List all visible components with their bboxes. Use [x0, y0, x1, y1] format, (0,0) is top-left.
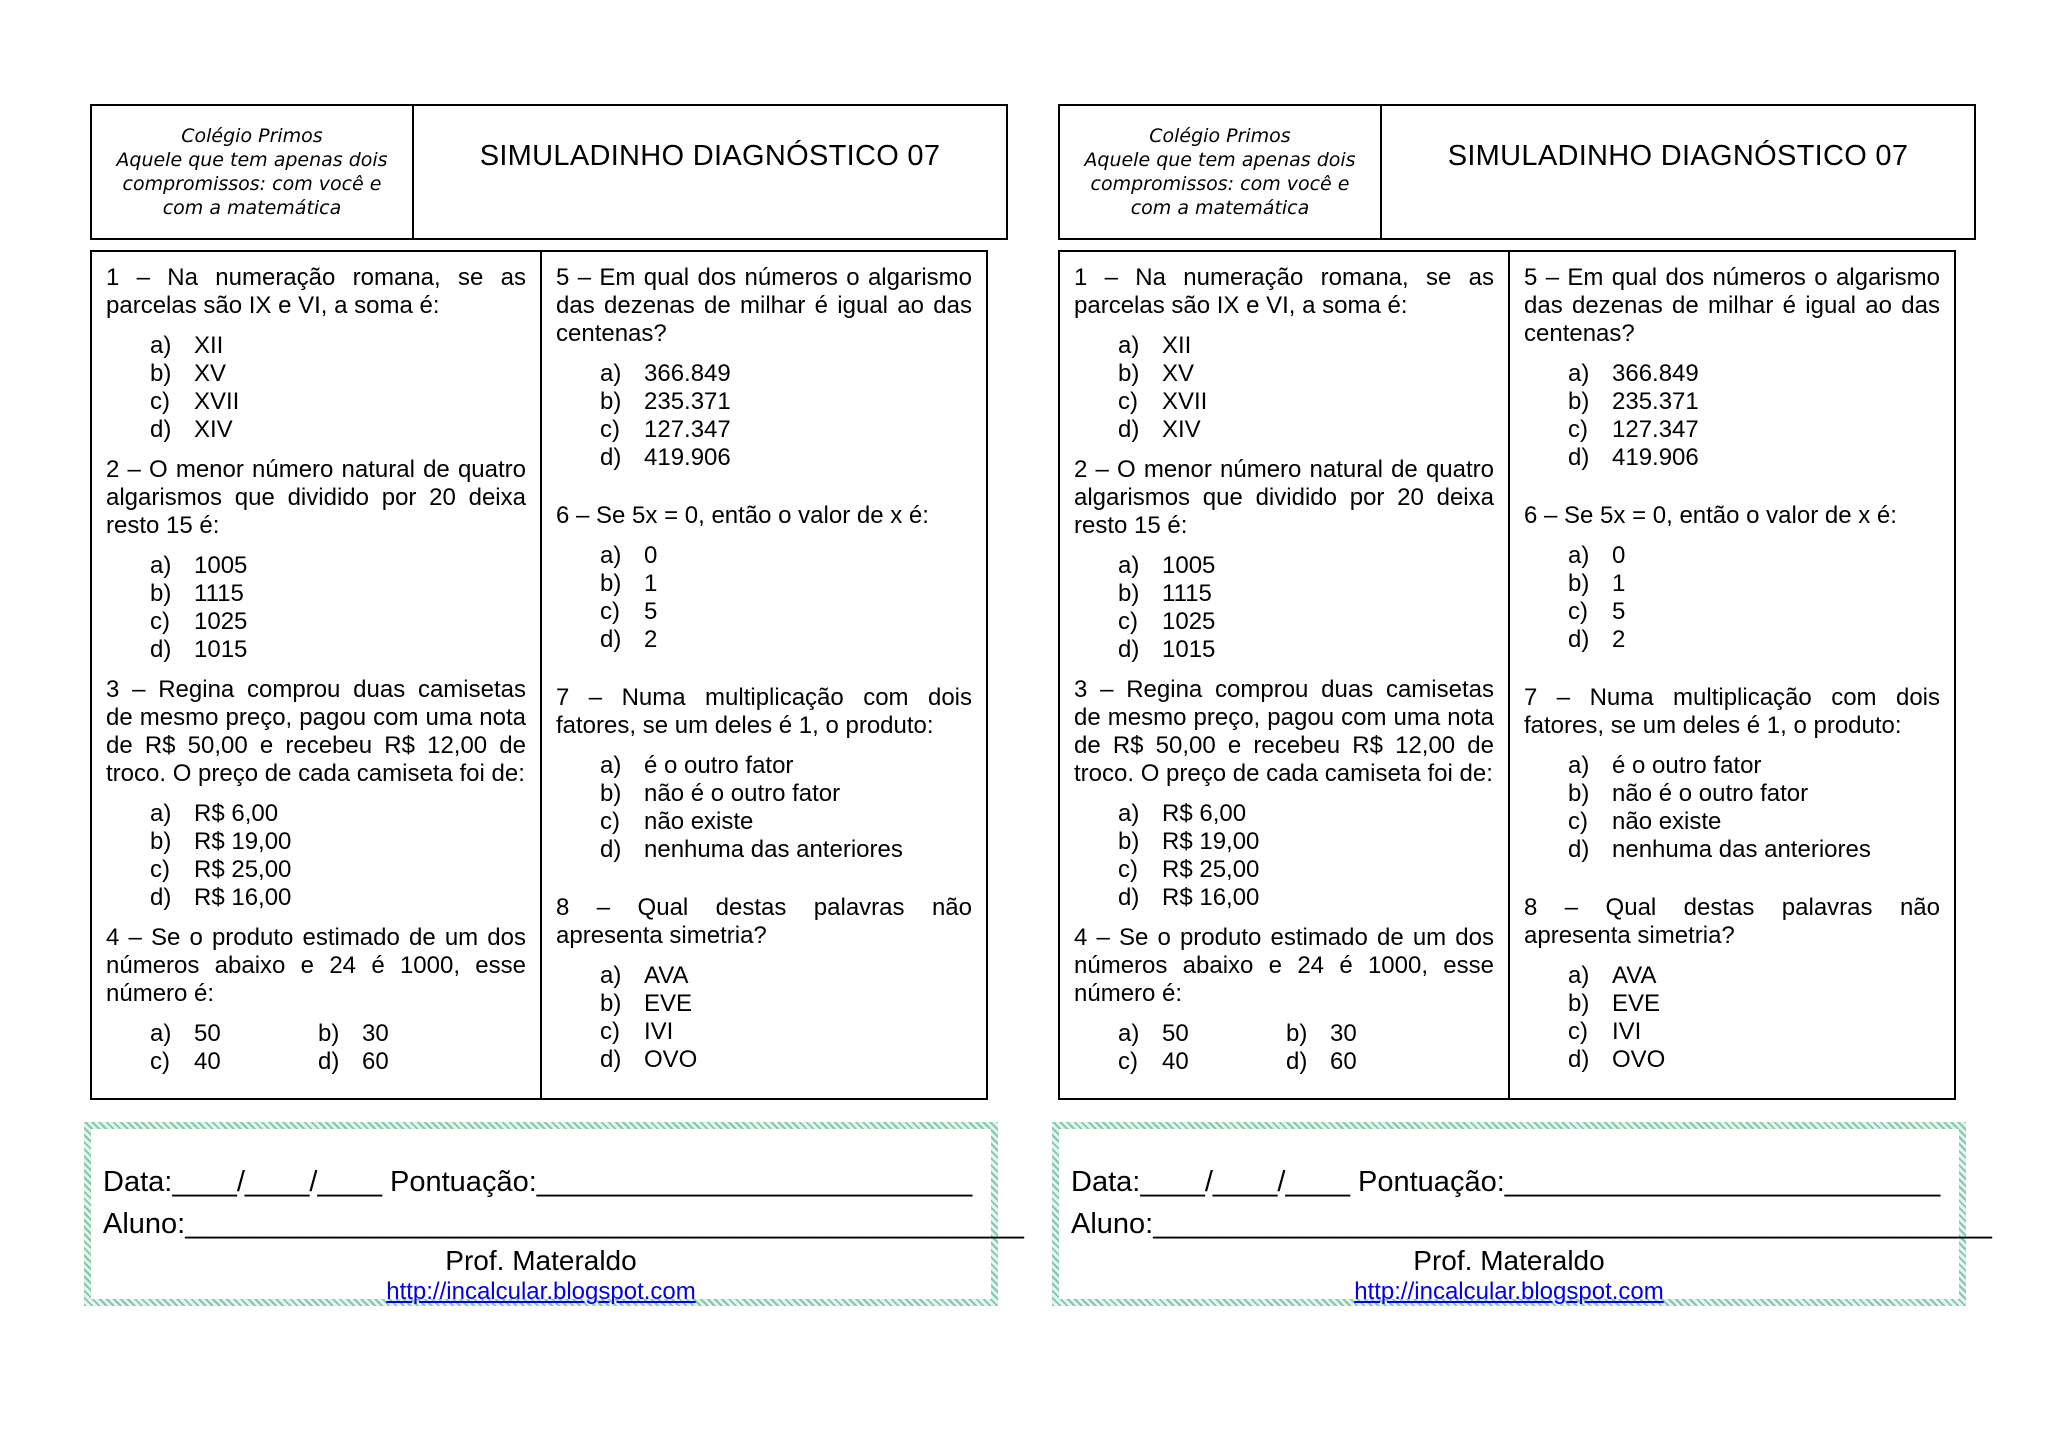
options-list [1524, 752, 1940, 864]
exam-header [1058, 104, 1976, 240]
option: c) 127.347 [600, 416, 731, 443]
question-7 [556, 684, 972, 864]
options-list [556, 542, 972, 654]
questions-column-2 [1510, 252, 1954, 1098]
option: b) 1115 [1118, 580, 1212, 607]
option: c) 5 [600, 598, 658, 625]
option: a) é o outro fator [1568, 752, 1762, 779]
blog-link[interactable]: http://incalcular.blogspot.com [1354, 1278, 1664, 1305]
student-name-line: Aluno:____________________________________________________ [1071, 1208, 1992, 1240]
question-2 [106, 456, 526, 664]
option: d) 1015 [150, 636, 248, 663]
question-6 [556, 502, 972, 654]
option: a) AVA [1568, 962, 1657, 989]
option: d) XIV [1118, 416, 1201, 443]
questions-column-2 [542, 252, 986, 1098]
options-list [106, 552, 526, 664]
option: d) nenhuma das anteriores [600, 836, 903, 863]
exam-sheet-right [1058, 104, 1976, 1100]
option: c) IVI [600, 1018, 674, 1045]
option: d) 60 [318, 1048, 389, 1075]
option: d) 60 [1286, 1048, 1357, 1075]
options-list [106, 1020, 526, 1076]
option: c) 40 [150, 1048, 221, 1075]
exam-sheet-left [90, 104, 1008, 1100]
option: b) XV [150, 360, 227, 387]
school-info [1060, 106, 1382, 238]
question-4 [106, 924, 526, 1076]
school-motto-line: compromissos: com você e [1090, 173, 1350, 195]
option: b) XV [1118, 360, 1195, 387]
options-list [1074, 552, 1494, 664]
option: a) 1005 [150, 552, 248, 579]
options-list [106, 332, 526, 444]
question-text: 4 – Se o produto estimado de um dos números abaixo e 24 é 1000, esse número é: [1074, 924, 1494, 1007]
teacher-name: Prof. Materaldo [445, 1245, 637, 1276]
exam-header [90, 104, 1008, 240]
school-name: Colégio Primos [181, 125, 323, 147]
option: d) 419.906 [600, 444, 731, 471]
option: d) OVO [1568, 1046, 1666, 1073]
question-text: 7 – Numa multiplicação com dois fatores, se um deles é 1, o produto: [556, 684, 972, 739]
options-list [1524, 962, 1940, 1074]
question-3 [1074, 676, 1494, 912]
student-info-box-right [1052, 1122, 1992, 1306]
option: d) 1015 [1118, 636, 1216, 663]
option: b) não é o outro fator [600, 780, 841, 807]
question-text: 3 – Regina comprou duas camisetas de mesmo preço, pagou com uma nota de R$ 50,00 e recebeu R$ 12,00 de troco. O preço de cada camiseta foi de: [1074, 676, 1494, 787]
option: d) nenhuma das anteriores [1568, 836, 1871, 863]
option: c) 127.347 [1568, 416, 1699, 443]
exam-title: SIMULADINHO DIAGNÓSTICO 07 [1447, 140, 1909, 172]
options-list [556, 962, 972, 1074]
question-text: 1 – Na numeração romana, se as parcelas são IX e VI, a soma é: [1074, 264, 1494, 319]
option: d) OVO [600, 1046, 698, 1073]
question-6 [1524, 502, 1940, 654]
question-text: 3 – Regina comprou duas camisetas de mesmo preço, pagou com uma nota de R$ 50,00 e recebeu R$ 12,00 de troco. O preço de cada camiseta foi de: [106, 676, 526, 787]
question-text: 8 – Qual destas palavras não apresenta simetria? [556, 894, 972, 949]
option: b) 1 [600, 570, 658, 597]
questions-box [1058, 250, 1956, 1100]
options-list [1074, 800, 1494, 912]
option: a) R$ 6,00 [1118, 800, 1247, 827]
school-name: Colégio Primos [1149, 125, 1291, 147]
option: b) 30 [318, 1020, 389, 1047]
option: d) 2 [600, 626, 658, 653]
option: b) 1 [1568, 570, 1626, 597]
options-list [1074, 332, 1494, 444]
option: c) 1025 [1118, 608, 1216, 635]
option: a) 0 [600, 542, 658, 569]
options-list [556, 360, 972, 472]
option: c) XVII [150, 388, 240, 415]
option: a) 50 [150, 1020, 221, 1047]
option: a) 0 [1568, 542, 1626, 569]
teacher-name: Prof. Materaldo [1413, 1245, 1605, 1276]
student-name-line: Aluno:____________________________________________________ [103, 1208, 1024, 1240]
school-motto-line: Aquele que tem apenas dois [116, 149, 388, 171]
option: c) 40 [1118, 1048, 1189, 1075]
blog-link[interactable]: http://incalcular.blogspot.com [386, 1278, 696, 1305]
option: a) é o outro fator [600, 752, 794, 779]
option: d) 419.906 [1568, 444, 1699, 471]
student-info-box-left [84, 1122, 1024, 1306]
school-motto-line: com a matemática [162, 197, 342, 219]
question-8 [556, 894, 972, 1074]
question-3 [106, 676, 526, 912]
options-list [1074, 1020, 1494, 1076]
questions-column-1 [92, 252, 542, 1098]
date-score-line: Data:____/____/____ Pontuação:___________________________ [1071, 1166, 1941, 1198]
option: a) 366.849 [600, 360, 731, 387]
school-motto-line: Aquele que tem apenas dois [1084, 149, 1356, 171]
school-motto-line: com a matemática [1130, 197, 1310, 219]
options-list [556, 752, 972, 864]
question-text: 8 – Qual destas palavras não apresenta simetria? [1524, 894, 1940, 949]
question-text: 5 – Em qual dos números o algarismo das dezenas de milhar é igual ao das centenas? [1524, 264, 1940, 347]
option: b) 30 [1286, 1020, 1357, 1047]
questions-column-1 [1060, 252, 1510, 1098]
option: c) não existe [1568, 808, 1722, 835]
options-list [1524, 360, 1940, 472]
option: d) R$ 16,00 [150, 884, 292, 911]
option: d) 2 [1568, 626, 1626, 653]
question-5 [1524, 264, 1940, 472]
question-8 [1524, 894, 1940, 1074]
question-text: 6 – Se 5x = 0, então o valor de x é: [1524, 502, 1897, 529]
question-text: 2 – O menor número natural de quatro algarismos que dividido por 20 deixa resto 15 é: [1074, 456, 1494, 539]
options-list [106, 800, 526, 912]
question-5 [556, 264, 972, 472]
option: c) não existe [600, 808, 754, 835]
option: c) R$ 25,00 [1118, 856, 1260, 883]
options-list [1524, 542, 1940, 654]
questions-box [90, 250, 988, 1100]
date-score-line: Data:____/____/____ Pontuação:___________________________ [103, 1166, 973, 1198]
question-text: 4 – Se o produto estimado de um dos números abaixo e 24 é 1000, esse número é: [106, 924, 526, 1007]
option: a) 1005 [1118, 552, 1216, 579]
option: c) XVII [1118, 388, 1208, 415]
option: b) R$ 19,00 [150, 828, 292, 855]
option: b) R$ 19,00 [1118, 828, 1260, 855]
option: b) EVE [600, 990, 693, 1017]
option: b) 235.371 [1568, 388, 1699, 415]
option: b) EVE [1568, 990, 1661, 1017]
question-1 [1074, 264, 1494, 444]
option: a) AVA [600, 962, 689, 989]
question-text: 1 – Na numeração romana, se as parcelas são IX e VI, a soma é: [106, 264, 526, 319]
question-2 [1074, 456, 1494, 664]
option: a) XII [1118, 332, 1192, 359]
option: b) 1115 [150, 580, 244, 607]
question-text: 6 – Se 5x = 0, então o valor de x é: [556, 502, 929, 529]
school-motto-line: compromissos: com você e [122, 173, 382, 195]
option: a) XII [150, 332, 224, 359]
question-text: 7 – Numa multiplicação com dois fatores, se um deles é 1, o produto: [1524, 684, 1940, 739]
option: c) 1025 [150, 608, 248, 635]
option: a) 50 [1118, 1020, 1189, 1047]
question-text: 5 – Em qual dos números o algarismo das dezenas de milhar é igual ao das centenas? [556, 264, 972, 347]
option: c) R$ 25,00 [150, 856, 292, 883]
option: c) 5 [1568, 598, 1626, 625]
option: d) R$ 16,00 [1118, 884, 1260, 911]
question-text: 2 – O menor número natural de quatro algarismos que dividido por 20 deixa resto 15 é: [106, 456, 526, 539]
exam-title: SIMULADINHO DIAGNÓSTICO 07 [479, 140, 941, 172]
option: d) XIV [150, 416, 233, 443]
option: b) não é o outro fator [1568, 780, 1809, 807]
option: a) 366.849 [1568, 360, 1699, 387]
option: b) 235.371 [600, 388, 731, 415]
question-1 [106, 264, 526, 444]
question-7 [1524, 684, 1940, 864]
question-4 [1074, 924, 1494, 1076]
school-info [92, 106, 414, 238]
option: a) R$ 6,00 [150, 800, 279, 827]
option: c) IVI [1568, 1018, 1642, 1045]
